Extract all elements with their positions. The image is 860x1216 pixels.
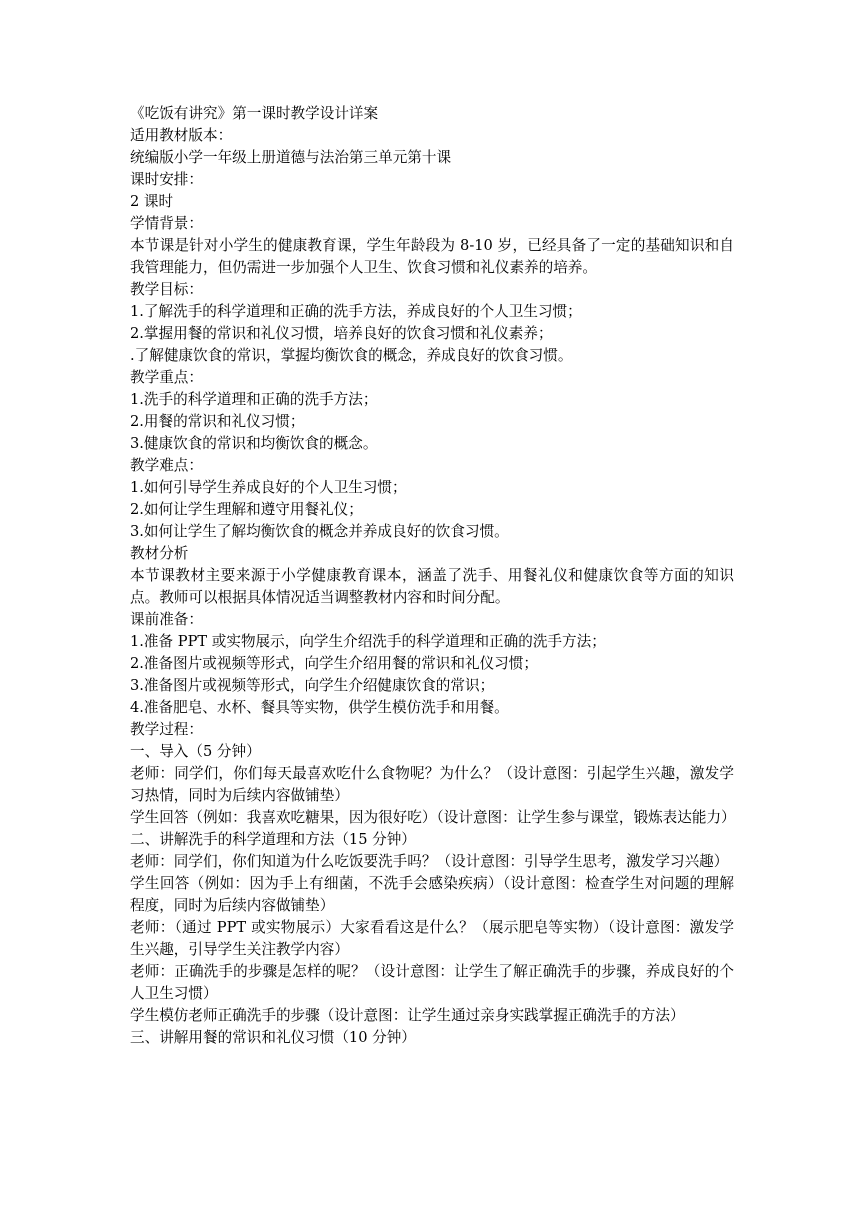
list-item-objective-3: .了解健康饮食的常识，掌握均衡饮食的概念，养成良好的饮食习惯。 <box>130 347 573 364</box>
list-item-difficulty-2: 2.如何让学生理解和遵守用餐礼仪； <box>130 501 363 518</box>
list-item-difficulty-1: 1.如何引导学生养成良好的个人卫生习惯； <box>130 479 407 496</box>
paragraph-teacher-handwashing-steps: 老师：正确洗手的步骤是怎样的呢？（设计意图：让学生了解正确洗手的步骤，养成良好的个人卫生习惯） <box>130 963 734 1002</box>
section-heading-process: 教学过程： <box>130 721 203 738</box>
list-item-key-point-3: 3.健康饮食的常识和均衡饮食的概念。 <box>130 435 378 452</box>
document-title: 《吃饭有讲究》第一课时教学设计详案 <box>130 105 379 122</box>
paragraph-student-answer-handwashing: 学生回答（例如：因为手上有细菌，不洗手会感染疾病）（设计意图：检查学生对问题的理解程度，同时为后续内容做铺垫） <box>130 875 734 914</box>
paragraph-student-imitate: 学生模仿老师正确洗手的步骤（设计意图：让学生通过亲身实践掌握正确洗手的方法） <box>130 1007 685 1024</box>
paragraph-teacher-question-handwashing: 老师：同学们，你们知道为什么吃饭要洗手吗？（设计意图：引导学生思考，激发学习兴趣） <box>130 853 729 870</box>
section-heading-objectives: 教学目标： <box>130 281 203 298</box>
section-heading-preparation: 课前准备： <box>130 611 203 628</box>
list-item-key-point-2: 2.用餐的常识和礼仪习惯； <box>130 413 305 430</box>
list-item-preparation-1: 1.准备 PPT 或实物展示，向学生介绍洗手的科学道理和正确的洗手方法； <box>130 633 606 650</box>
list-item-preparation-2: 2.准备图片或视频等形式，向学生介绍用餐的常识和礼仪习惯； <box>130 655 538 672</box>
list-item-preparation-3: 3.准备图片或视频等形式，向学生介绍健康饮食的常识； <box>130 677 495 694</box>
section-heading-key-points: 教学重点： <box>130 369 203 386</box>
section-heading-schedule: 课时安排： <box>130 171 203 188</box>
document-body <box>130 103 734 1049</box>
subsection-heading-handwashing: 二、讲解洗手的科学道理和方法（15 分钟） <box>130 831 416 848</box>
paragraph-student-answer-food: 学生回答（例如：我喜欢吃糖果，因为很好吃）（设计意图：让学生参与课堂，锻炼表达能力） <box>130 809 736 826</box>
section-heading-material-analysis: 教材分析 <box>130 545 189 562</box>
paragraph-textbook-version: 统编版小学一年级上册道德与法治第三单元第十课 <box>130 149 452 166</box>
paragraph-schedule: 2 课时 <box>130 193 174 210</box>
section-heading-background: 学情背景： <box>130 215 203 232</box>
list-item-difficulty-3: 3.如何让学生了解均衡饮食的概念并养成良好的饮食习惯。 <box>130 523 509 540</box>
list-item-key-point-1: 1.洗手的科学道理和正确的洗手方法； <box>130 391 378 408</box>
paragraph-teacher-question-food: 老师：同学们，你们每天最喜欢吃什么食物呢？为什么？（设计意图：引起学生兴趣，激发学习热情，同时为后续内容做铺垫） <box>130 765 734 804</box>
list-item-preparation-4: 4.准备肥皂、水杯、餐具等实物，供学生模仿洗手和用餐。 <box>130 699 509 716</box>
subsection-heading-dining-etiquette: 三、讲解用餐的常识和礼仪习惯（10 分钟） <box>130 1029 416 1046</box>
paragraph-material-analysis: 本节课教材主要来源于小学健康教育课本，涵盖了洗手、用餐礼仪和健康饮食等方面的知识点。教师可以根据具体情况适当调整教材内容和时间分配。 <box>130 567 734 606</box>
paragraph-teacher-show-soap: 老师：（通过 PPT 或实物展示）大家看看这是什么？（展示肥皂等实物）（设计意图：激发学生兴趣，引导学生关注教学内容） <box>130 919 734 958</box>
section-heading-textbook-version: 适用教材版本： <box>130 127 233 144</box>
paragraph-background: 本节课是针对小学生的健康教育课，学生年龄段为 8-10 岁，已经具备了一定的基础知识和自我管理能力，但仍需进一步加强个人卫生、饮食习惯和礼仪素养的培养。 <box>130 237 734 276</box>
subsection-heading-intro: 一、导入（5 分钟） <box>130 743 261 760</box>
list-item-objective-1: 1.了解洗手的科学道理和正确的洗手方法，养成良好的个人卫生习惯； <box>130 303 582 320</box>
list-item-objective-2: 2.掌握用餐的常识和礼仪习惯，培养良好的饮食习惯和礼仪素养； <box>130 325 553 342</box>
section-heading-difficulties: 教学难点： <box>130 457 203 474</box>
